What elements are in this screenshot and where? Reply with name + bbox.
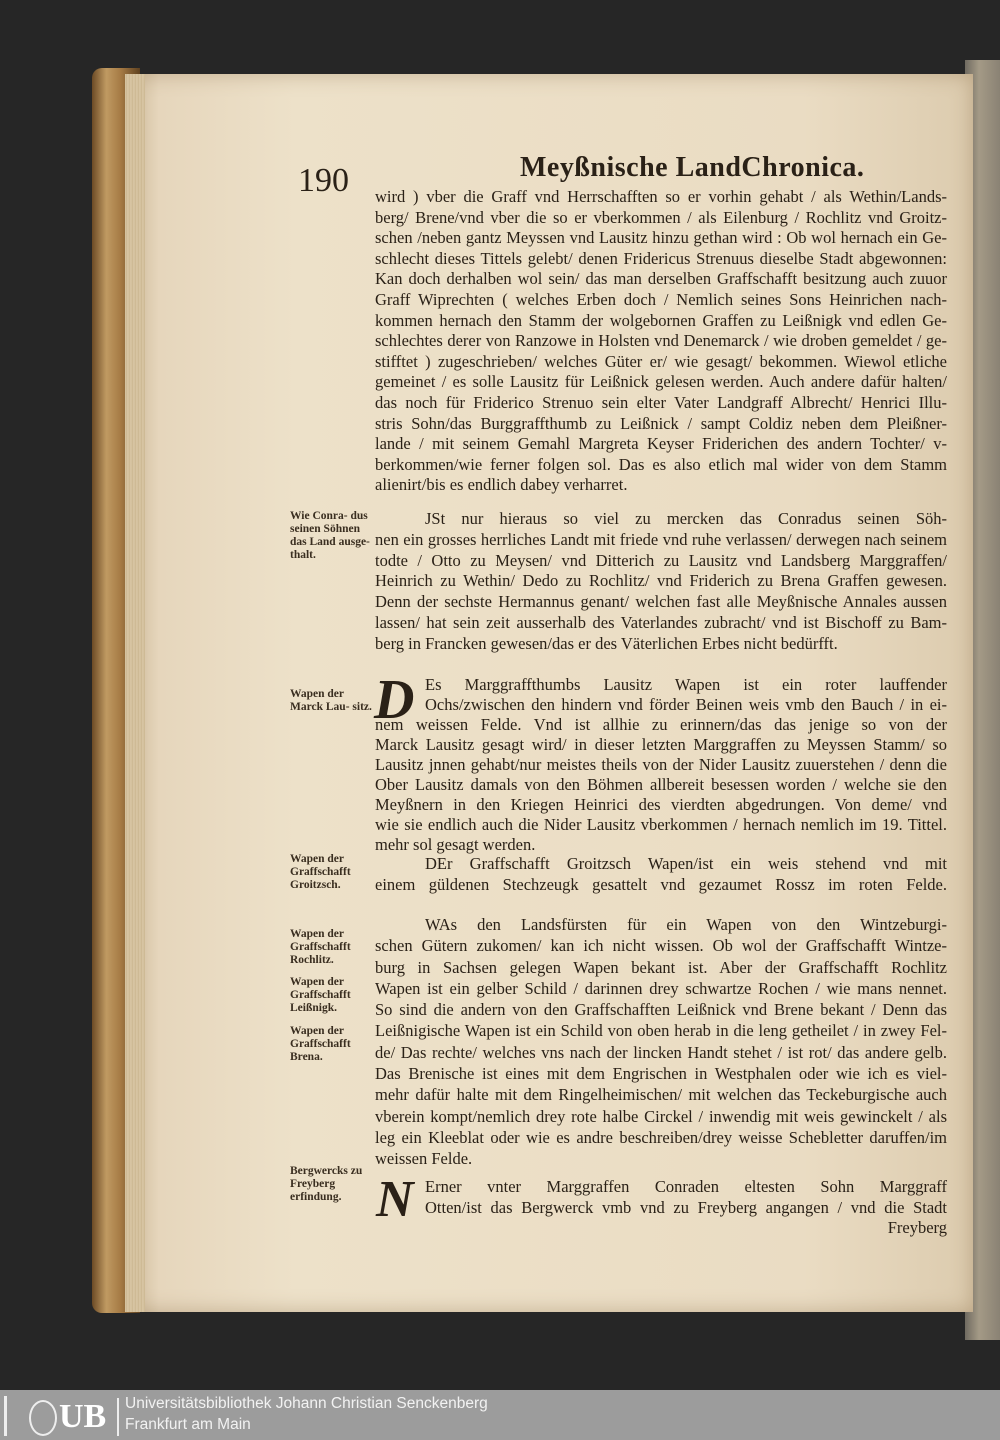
text-line: schen Gütern zukomen/ kan ich nicht wissen. Ob wol der Graffschafft Wintze-: [375, 936, 947, 956]
text-line: Lausitz jnnen gehabt/nur meistes theils von der Nider Lausitz zuuerstehen / denn die: [375, 755, 947, 774]
text-line: JSt nur hieraus so viel zu mercken das Conradus seinen Söh-: [425, 509, 947, 528]
text-line: kommen hernach den Stamm der wolgebornen Graffen zu Leißnigk vnd edlen Ge-: [375, 310, 947, 330]
text-line: todte / Otto zu Meysen/ vnd Ditterich zu Lausitz vnd Landsberg Marggraffen/: [375, 550, 947, 570]
library-logo: [4, 1396, 119, 1436]
text-block-6: [375, 1177, 947, 1239]
text-line: Leißnigische Wapen ist ein Schild von oben herab in die leng getheilet / in zwey Fel-: [375, 1021, 947, 1041]
text-line: einem güldenen Stechzeugk gesattelt vnd gezaumet Rossz im roten Felde.: [375, 875, 947, 894]
text-line: Meyßnern in den Kriegen Heinrici des vierdten abgedrungen. Von deme/ vnd: [375, 795, 947, 814]
text-line: Marck Lausitz gesagt wird/ in dieser letzten Marggraffen zu Meyssen Stamm/ so: [375, 735, 947, 754]
text-line: Heinrich zu Wethin/ Dedo zu Rochlitz/ vnd Friderich zu Brena Graffen gewesen.: [375, 571, 947, 591]
text-line: vberein kompt/nemlich drey rote halbe Circkel / inwendig mit weis gewinckelt / als: [375, 1106, 947, 1126]
margin-note: Wapen der Graffschafft Brena.: [290, 1025, 351, 1063]
drop-initial-d: D: [374, 669, 415, 731]
text-line: Es Marggraffthumbs Lausitz Wapen ist ein roter lauffender: [425, 675, 947, 694]
logo-divider: [117, 1398, 119, 1436]
text-line: Erner vnter Marggraffen Conraden eltesten Sohn Marggraff: [425, 1177, 947, 1196]
library-name: Universitätsbibliothek Johann Christian Senckenberg: [125, 1395, 488, 1412]
text-line: lande / mit seinem Gemahl Margreta Keyser Friderichen des andern Tochter/ v-: [375, 434, 947, 454]
text-line: weissen Felde.: [375, 1149, 473, 1169]
library-city: Frankfurt am Main: [125, 1416, 251, 1433]
text-line: Freyberg: [887, 1218, 947, 1237]
text-line: So sind die andern von den Graffschafften Leißnick vnd Brene bekant / Denn das: [375, 1000, 947, 1020]
text-line: berkommen/wie ferner folgen sol. Das es also etlich mal wider von dem Stamm: [375, 454, 947, 474]
text-line: nem weissen Felde. Vnd ist allhie zu erinnern/das das jenige so von der: [375, 715, 947, 734]
text-line: lassen/ hat sein zeit ausserhalb des Vaterlandes zubracht/ vnd ist Bischoff zu Bam-: [375, 612, 947, 632]
page-edges: [125, 74, 145, 1312]
text-line: Otten/ist das Bergwerck vmb vnd zu Freyberg angangen / vnd die Stadt: [425, 1197, 947, 1217]
portrait-icon: [29, 1400, 57, 1436]
library-footer: [0, 1390, 1000, 1440]
text-line: Graff Wiprechten ( welches Erben doch / Nemlich seines Sons Heinrichen nach-: [375, 289, 947, 309]
text-line: Wapen ist ein gelber Schild / darinnen drey schwartze Rochen / wie mans nennet.: [375, 978, 947, 998]
text-line: berg in Francken gewesen/das er des Väterlichen Erbes nicht bedürfft.: [375, 633, 838, 653]
text-line: schlecht dieses Tittels gelebt/ denen Fridericus Strenuus dieselbe Stadt abgewonnen:: [375, 248, 947, 268]
text-line: Das Brenische ist eines mit dem Engrischen in Westphalen oder wie ich es viel-: [375, 1064, 947, 1084]
text-line: DEr Graffschafft Groitzsch Wapen/ist ein weis stehend vnd mit: [425, 854, 947, 873]
margin-note: Wapen der Marck Lau- sitz.: [290, 688, 372, 713]
margin-note: Wapen der Graffschafft Rochlitz.: [290, 928, 351, 966]
text-line: de/ Das rechte/ welches vns nach der lincken Handt stehet / ist rot/ das andere gelb.: [375, 1042, 947, 1062]
text-line: mehr dafür halte mit dem Ringelheimischen/ mit welchen das Teckeburgische auch: [375, 1085, 947, 1105]
text-line: schen /neben gantz Meyssen vnd Lausitz hinzu gethan wird : Ob wol hernach ein Ge-: [375, 228, 947, 248]
logo-text: UB: [59, 1398, 107, 1435]
text-line: WAs den Landsfürsten für ein Wapen von den Wintzeburgi-: [425, 915, 947, 934]
running-head: Meyßnische LandChronica.: [520, 152, 865, 183]
text-line: stris Sohn/das Burggraffthumb zu Leißnick / sampt Coldiz neben dem Pleißner-: [375, 413, 947, 433]
text-line: Kan doch derhalben wol sein/ das man derselben Graffschafft besitzung auch zuuor: [375, 269, 947, 289]
text-line: gemeinet / es solle Lausitz für Leißnick gelesen werden. Auch andere dafür halten/: [375, 372, 947, 392]
text-line: das noch für Friderico Strenuo sein elter Vater Landgraff Albrecht/ Henrici Illu-: [375, 392, 947, 412]
text-line: leg ein Kleeblat oder wie es andre beschreiben/drey weisse Schebletter daruffen/im: [375, 1127, 947, 1147]
text-line: wird ) vber die Graff vnd Herrschafften so er vorhin gehabt / als Wethin/Lands-: [375, 187, 947, 206]
margin-note: Wapen der Graffschafft Groitzsch.: [290, 853, 351, 891]
text-block-1: [375, 187, 947, 496]
margin-note: Bergwercks zu Freyberg erfindung.: [290, 1165, 363, 1203]
margin-note: Wapen der Graffschafft Leißnigk.: [290, 976, 351, 1014]
text-line: wie sie endlich auch die Nider Lausitz vberkommen / hernach nemlich im 19. Tittel.: [375, 815, 947, 834]
page-number: 190: [298, 162, 349, 199]
text-line: Ober Lausitz damals von den Böhmen allbereit besessen worden / welche sie den: [375, 775, 947, 794]
text-block-2: [375, 509, 947, 655]
text-line: schlechtes derer von Ranzowe in Holsten vnd Denemarck / wie droben gemeldet / ge-: [375, 331, 947, 351]
drop-initial-n: N: [376, 1171, 414, 1228]
text-block-4: [375, 853, 947, 895]
text-line: alienirt/bis es endlich dabey verharret.: [375, 475, 628, 495]
margin-note: Wie Conra- dus seinen Söhnen das Land ausge- thalt.: [290, 510, 370, 561]
text-line: Ochs/zwischen den hindern vnd förder Beinen weis vmb den Bauch / in ei-: [425, 695, 947, 714]
text-block-3: [375, 675, 947, 855]
text-line: berg/ Brene/vnd vber die so er vberkommen / als Eilenburg / Rochlitz vnd Groitz-: [375, 207, 947, 227]
text-line: stifftet ) zugeschrieben/ welches Güter er/ wie gesagt/ bekommen. Wiewol etliche: [375, 351, 947, 371]
text-line: burg in Sachsen gelegen Wapen bekant ist. Aber der Graffschafft Rochlitz: [375, 957, 947, 977]
text-block-5: [375, 914, 947, 1170]
text-line: nen ein grosses herrliches Landt mit friede vnd ruhe verlassen/ derwegen nach seinem: [375, 529, 947, 549]
text-line: Denn der sechste Hermannus genant/ welchen fast alle Meyßnische Annales aussen: [375, 592, 947, 612]
text-line: mehr sol gesagt werden.: [375, 835, 536, 854]
